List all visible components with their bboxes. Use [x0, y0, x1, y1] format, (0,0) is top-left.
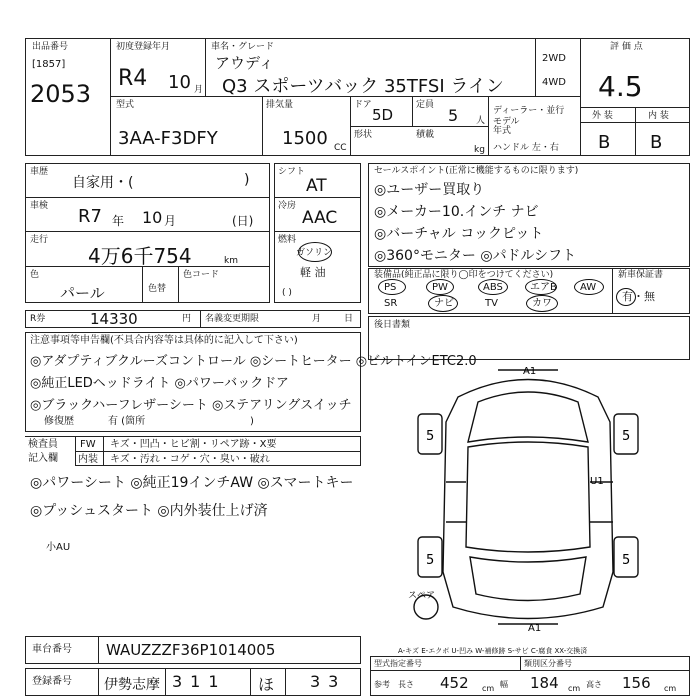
- type-spec-label: 型式指定番号: [374, 659, 422, 668]
- inspection-extra-2: ◎プッシュスタート ◎内外装仕上げ済: [30, 503, 268, 519]
- equip-navi: ナビ: [434, 298, 454, 309]
- spare-label: スペア: [408, 591, 436, 601]
- equip-sr: SR: [384, 298, 398, 309]
- height-value: 156: [622, 674, 651, 692]
- shift-label: シフト: [278, 167, 306, 177]
- equip-circle-airbag: [525, 279, 557, 295]
- equip-aw: AW: [580, 282, 597, 293]
- width-value: 184: [530, 674, 559, 692]
- transfer-label: 名義変更期限: [205, 314, 260, 324]
- fuel-light-oil: 軽 油: [300, 266, 326, 279]
- selling-points-header: セールスポイント(正常に機能するものに限ります): [374, 166, 579, 176]
- fuel-label: 燃料: [278, 235, 297, 245]
- ac-value: AAC: [302, 208, 338, 228]
- equip-circle-leather: [526, 295, 558, 312]
- exterior-grade: B: [598, 132, 611, 153]
- repair-value: 有 (箇所: [108, 416, 146, 427]
- reg-number: 33: [310, 672, 347, 691]
- doors-value: 5D: [372, 106, 394, 124]
- diagram-mark-rear: A1: [528, 623, 542, 632]
- inspection-month: 10: [142, 208, 163, 227]
- equip-abs: ABS: [483, 282, 503, 293]
- drive-2wd: 2WD: [542, 53, 566, 64]
- diagram-mark-fl: 5: [426, 429, 435, 444]
- km-unit: km: [224, 256, 238, 266]
- first-reg-month: 10: [168, 72, 191, 93]
- inspection-day-unit: (日): [232, 214, 254, 228]
- first-reg-label: 初度登録年月: [116, 42, 171, 52]
- inspection-era: R7: [78, 206, 102, 227]
- selling-point-3: ◎バーチャル コックピット: [374, 226, 544, 242]
- length-label: 長さ: [398, 680, 414, 689]
- equip-circle-abs: [478, 279, 508, 295]
- fuel-gasoline: ガソリン: [296, 248, 333, 258]
- notes-header: 注意事項等申告欄(不具合内容等は具体的に記入して下さい): [30, 335, 298, 346]
- warranty-label: 新車保証書: [618, 270, 664, 280]
- equip-circle-ps: [378, 279, 406, 295]
- displacement-value: 1500: [282, 128, 328, 149]
- r-ken-row: [25, 310, 361, 328]
- diagram-mark-side: U1: [590, 476, 604, 487]
- reg-class: 311: [172, 672, 227, 691]
- fuel-gasoline-circle: [298, 242, 332, 262]
- equip-circle-pw: [426, 279, 454, 295]
- load-label: 積載: [416, 130, 435, 140]
- equip-leather: カワ: [532, 298, 552, 309]
- fuel-paren: ( ): [282, 288, 292, 298]
- diagram-mark-rr: 5: [622, 553, 631, 568]
- height-label: 高さ: [586, 680, 602, 689]
- color-value: パール: [60, 284, 105, 302]
- bottom-mark: 小AU: [46, 542, 71, 553]
- first-reg-month-unit: 月: [194, 85, 204, 95]
- cc-unit: CC: [334, 143, 347, 153]
- model-year-label: モデル 年式: [493, 117, 520, 136]
- selling-point-4: ◎360°モニター ◎パドルシフト: [374, 248, 576, 264]
- shape-label: 形状: [354, 130, 373, 140]
- length-unit: cm: [482, 684, 495, 693]
- type-value: 3AA-F3DFY: [118, 128, 218, 149]
- mileage-value: 4万6千754: [88, 244, 192, 268]
- transfer-day-unit: 日: [344, 314, 354, 324]
- category-value: 自家用・(: [72, 175, 134, 191]
- equip-pw: PW: [432, 282, 448, 293]
- warranty-options: 有・無: [622, 290, 655, 303]
- color-change-label: 色替: [148, 284, 167, 294]
- later-docs-label: 後日書類: [374, 320, 411, 330]
- interior-inspection-line: キズ・汚れ・コゲ・穴・臭い・破れ: [110, 454, 270, 465]
- height-unit: cm: [664, 684, 677, 693]
- displacement-label: 排気量: [266, 100, 294, 110]
- fw-line: キズ・凹凸・ヒビ割・リペア跡・X要: [110, 439, 277, 450]
- kg-unit: kg: [474, 145, 485, 155]
- equip-tv: TV: [485, 298, 498, 309]
- lot-number: 2053: [30, 80, 92, 108]
- notes-line-1: ◎アダプティブクルーズコントロール ◎シートヒーター ◎ビルトインETC2.0: [30, 354, 477, 369]
- r-value: 14330: [90, 310, 138, 328]
- class-label: 類別区分番号: [524, 659, 572, 668]
- diagram-legend: A-キズ E-エクボ U-凹み W-補修跡 S-サビ C-腐食 XX-交換済: [398, 647, 588, 655]
- diagram-mark-fr: 5: [622, 429, 631, 444]
- r-label: R券: [30, 314, 46, 324]
- width-unit: cm: [568, 684, 581, 693]
- ref-label: 参考: [374, 680, 390, 689]
- type-label: 型式: [116, 100, 135, 110]
- score: 4.5: [598, 70, 643, 103]
- diagram-mark-rl: 5: [426, 553, 435, 568]
- equip-circle-navi: [428, 295, 458, 312]
- category-close: ): [244, 172, 250, 188]
- selling-point-2: ◎メーカー10.インチ ナビ: [374, 204, 539, 220]
- reg-area: 伊勢志摩: [104, 677, 160, 693]
- reg-kana: ほ: [258, 675, 275, 694]
- notes-line-3: ◎ブラックハーフレザーシート ◎ステアリングスイッチ: [30, 398, 352, 413]
- doors-label: ドア: [354, 100, 372, 110]
- interior-inspection-label: 内装: [78, 454, 98, 465]
- fw-label: FW: [80, 439, 96, 450]
- person-unit: 人: [476, 116, 486, 126]
- lot-label: 出品番号: [32, 42, 69, 52]
- reg-label: 登録番号: [32, 676, 72, 687]
- score-label: 評 価 点: [610, 42, 643, 52]
- dealer-label: ディーラー・並行: [493, 106, 565, 116]
- notes-line-2: ◎純正LEDヘッドライト ◎パワーバックドア: [30, 376, 289, 391]
- diagram-mark-front: A1: [523, 366, 537, 377]
- interior-grade: B: [650, 132, 663, 153]
- handle-label: ハンドル 左・右: [493, 143, 559, 153]
- exterior-label: 外 装: [592, 111, 613, 121]
- first-reg-era: R4: [118, 66, 148, 91]
- equipment-header: 装備品(純正品に限り◯印をつけてください): [374, 270, 554, 280]
- color-code-label: 色コード: [183, 270, 220, 280]
- inspection-extra-1: ◎パワーシート ◎純正19インチAW ◎スマートキー: [30, 475, 354, 491]
- model-grade: Q3 スポーツバック 35TFSI ライン: [222, 76, 504, 97]
- ac-label: 冷房: [278, 201, 297, 211]
- chassis-label: 車台番号: [32, 644, 72, 655]
- warranty-circle: [616, 288, 636, 306]
- selling-point-1: ◎ユーザー買取り: [374, 182, 485, 198]
- equip-airbag: エアB: [530, 282, 557, 293]
- width-label: 幅: [500, 680, 508, 689]
- color-label: 色: [30, 270, 40, 280]
- mileage-label: 走行: [30, 235, 49, 245]
- transfer-month-unit: 月: [312, 314, 322, 324]
- interior-label: 内 装: [648, 111, 669, 121]
- equip-ps: PS: [384, 282, 397, 293]
- capacity-label: 定員: [416, 100, 435, 110]
- name-label: 車名・グレード: [211, 42, 275, 52]
- car-diagram: [398, 362, 658, 632]
- yen-unit: 円: [182, 314, 192, 324]
- lot-bracket: [1857]: [32, 59, 66, 70]
- inspection-label: 車検: [30, 201, 49, 211]
- inspection-month-unit: 月: [164, 214, 177, 228]
- repair-label: 修復歴: [44, 416, 74, 427]
- category-label: 車歴: [30, 167, 49, 177]
- length-value: 452: [440, 674, 469, 692]
- shift-value: AT: [306, 176, 327, 196]
- inspection-year-unit: 年: [112, 214, 125, 228]
- maker: アウディ: [215, 54, 274, 72]
- inspector-label: 検査員: [28, 439, 58, 450]
- equip-circle-aw: [574, 279, 604, 295]
- chassis-value: WAUZZZF36P1014005: [106, 641, 276, 659]
- drive-4wd: 4WD: [542, 77, 566, 88]
- repair-close: ): [250, 416, 254, 427]
- capacity-value: 5: [448, 106, 459, 125]
- entry-label: 記入欄: [28, 453, 58, 464]
